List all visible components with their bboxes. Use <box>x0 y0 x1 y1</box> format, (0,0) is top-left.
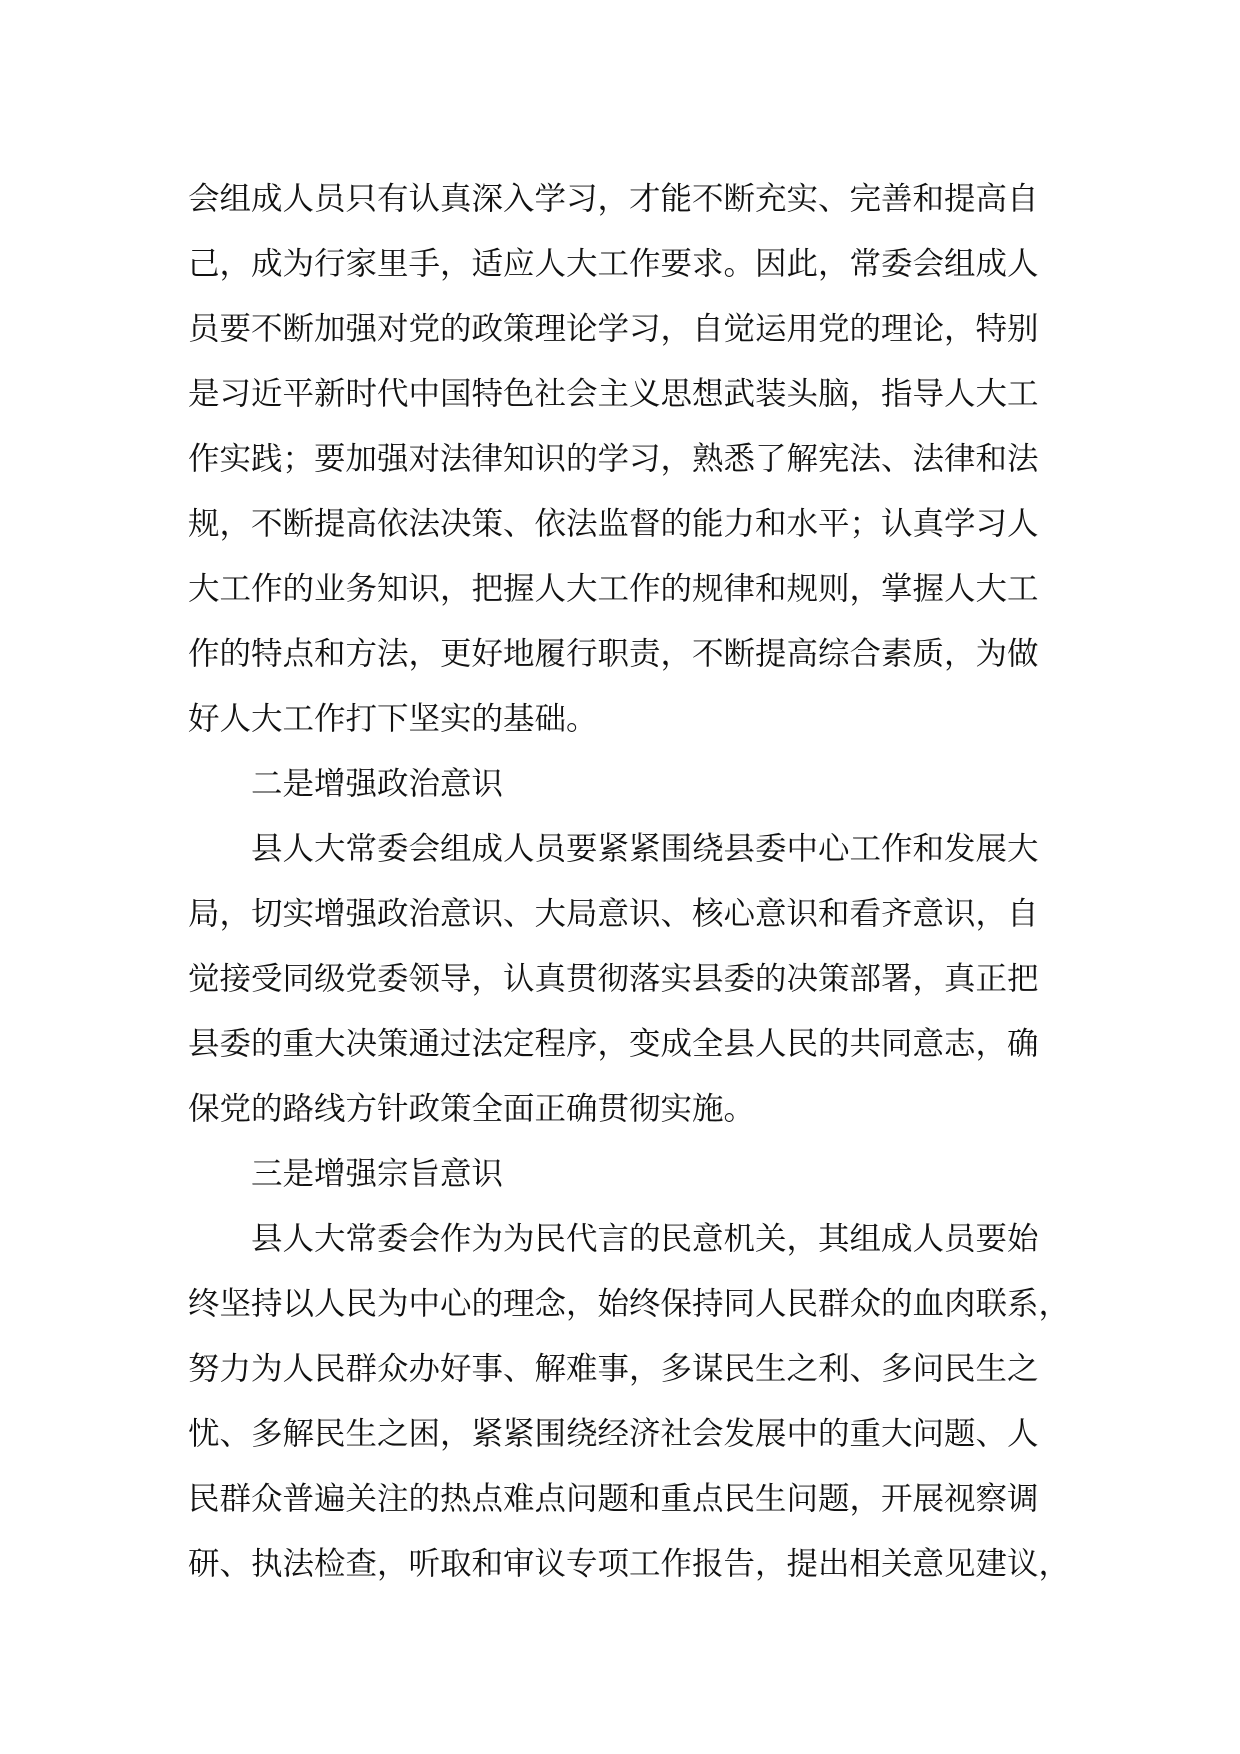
body-line: 大工作的业务知识，把握人大工作的规律和规则，掌握人大工 <box>188 571 1039 607</box>
body-line: 员要不断加强对党的政策理论学习，自觉运用党的理论，特别 <box>188 311 1039 347</box>
section-heading: 二是增强政治意识 <box>251 766 504 802</box>
paragraph-first-line: 县人大常委会组成人员要紧紧围绕县委中心工作和发展大 <box>251 831 1039 867</box>
body-line: 觉接受同级党委领导，认真贯彻落实县委的决策部署，真正把 <box>188 961 1039 997</box>
section-heading: 三是增强宗旨意识 <box>251 1156 504 1192</box>
body-line: 作的特点和方法，更好地履行职责，不断提高综合素质，为做 <box>188 636 1039 672</box>
body-line: 忧、多解民生之困，紧紧围绕经济社会发展中的重大问题、人 <box>188 1416 1039 1452</box>
body-line: 局，切实增强政治意识、大局意识、核心意识和看齐意识，自 <box>188 896 1039 932</box>
body-line: 好人大工作打下坚实的基础。 <box>188 701 598 737</box>
document-body <box>188 167 1071 1597</box>
body-line: 是习近平新时代中国特色社会主义思想武装头脑，指导人大工 <box>188 376 1039 412</box>
body-line: 规，不断提高依法决策、依法监督的能力和水平；认真学习人 <box>188 506 1039 542</box>
body-line: 会组成人员只有认真深入学习，才能不断充实、完善和提高自 <box>188 181 1039 217</box>
body-line: 终坚持以人民为中心的理念，始终保持同人民群众的血肉联系， <box>188 1286 1071 1322</box>
body-line: 县委的重大决策通过法定程序，变成全县人民的共同意志，确 <box>188 1026 1039 1062</box>
body-line: 研、执法检查，听取和审议专项工作报告，提出相关意见建议， <box>188 1546 1071 1582</box>
paragraph-first-line: 县人大常委会作为为民代言的民意机关，其组成人员要始 <box>251 1221 1039 1257</box>
body-line: 努力为人民群众办好事、解难事，多谋民生之利、多问民生之 <box>188 1351 1039 1387</box>
body-line: 己，成为行家里手，适应人大工作要求。因此，常委会组成人 <box>188 246 1039 282</box>
body-line: 民群众普遍关注的热点难点问题和重点民生问题，开展视察调 <box>188 1481 1039 1517</box>
body-line: 作实践；要加强对法律知识的学习，熟悉了解宪法、法律和法 <box>188 441 1039 477</box>
body-line: 保党的路线方针政策全面正确贯彻实施。 <box>188 1091 756 1127</box>
